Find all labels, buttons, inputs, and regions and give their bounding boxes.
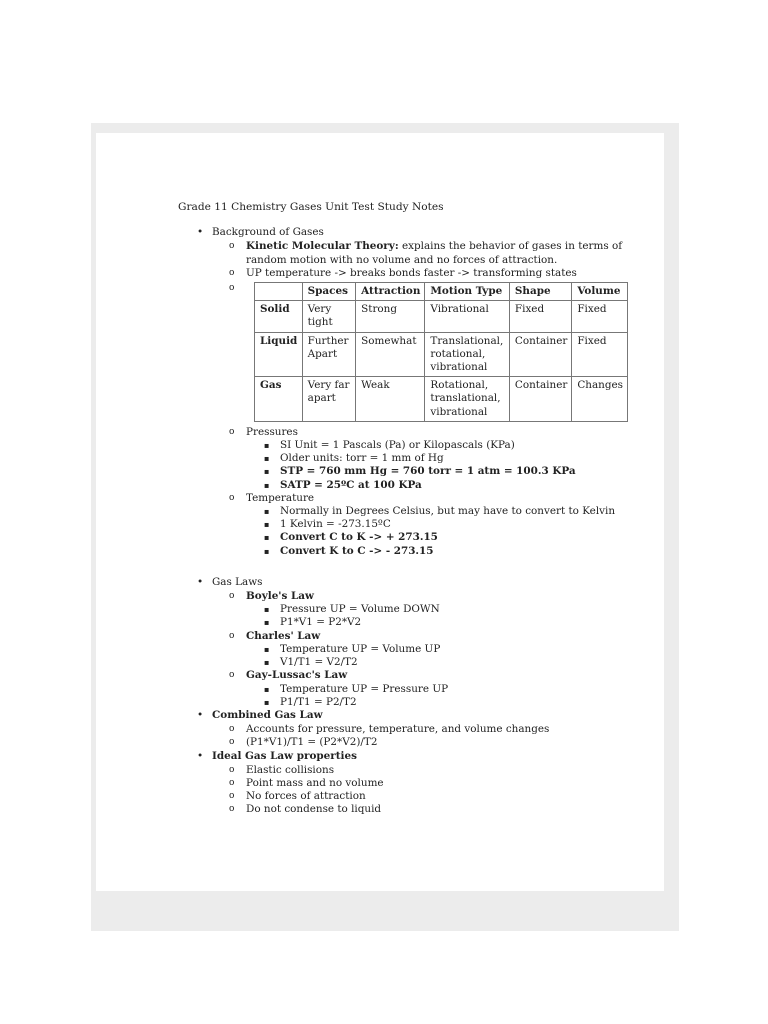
table-cell: Rotational, translational, vibrational — [425, 377, 510, 422]
square-bullet-icon: ▪ — [264, 546, 270, 556]
bullet-icon: • — [197, 749, 204, 762]
table-cell: Strong — [356, 301, 425, 332]
table-cell: Somewhat — [356, 332, 425, 377]
table-cell: Liquid — [255, 332, 303, 377]
list-item: ▪ SATP = 25ºC at 100 KPa — [264, 478, 422, 491]
law-label: Gay-Lussac's Law — [246, 669, 348, 682]
spacer — [178, 558, 628, 576]
outline-list — [178, 226, 628, 816]
list-item: ▪ Pressure UP = Volume DOWN — [264, 603, 440, 616]
circle-bullet-icon: o — [229, 492, 235, 503]
table-cell: Container — [509, 332, 571, 377]
table-cell: Very tight — [302, 301, 356, 332]
list-item: o Do not condense to liquid — [229, 803, 382, 816]
list-item-gas-laws — [178, 576, 628, 709]
list-item: ▪ P1*V1 = P2*V2 — [264, 616, 362, 629]
square-bullet-icon: ▪ — [264, 520, 270, 530]
section-label: Gas Laws — [212, 575, 263, 588]
list-item: o Elastic collisions — [229, 763, 335, 776]
list-item-kmt — [212, 240, 628, 266]
list-item: o (P1*V1)/T1 = (P2*V2)/T2 — [229, 736, 378, 749]
section-label: Background of Gases — [212, 226, 324, 239]
table-header: Attraction — [356, 283, 425, 301]
law-label: Boyle's Law — [246, 590, 314, 603]
circle-bullet-icon: o — [229, 283, 235, 294]
square-bullet-icon: ▪ — [264, 684, 270, 694]
table-cell: Translational, rotational, vibrational — [425, 332, 510, 377]
list-item: ▪ 1 Kelvin = -273.15ºC — [264, 518, 391, 531]
square-bullet-icon: ▪ — [264, 697, 270, 707]
circle-bullet-icon: o — [229, 426, 235, 437]
list-item: ▪ Normally in Degrees Celsius, but may have to convert to Kelvin — [264, 505, 616, 518]
table-cell: Weak — [356, 377, 425, 422]
list-item-temperature — [212, 492, 628, 558]
temp-note: UP temperature -> breaks bonds faster -> transforming states — [246, 266, 577, 279]
list-item: ▪ STP = 760 mm Hg = 760 torr = 1 atm = 100.3 KPa — [264, 465, 576, 478]
list-item: ▪ SI Unit = 1 Pascals (Pa) or Kilopascals (KPa) — [264, 439, 515, 452]
table-cell: Very far apart — [302, 377, 356, 422]
states-of-matter-table — [254, 282, 628, 422]
circle-bullet-icon: o — [229, 267, 235, 278]
square-bullet-icon: ▪ — [264, 454, 270, 464]
subsection-label: Pressures — [246, 425, 298, 438]
subsection-label: Temperature — [246, 491, 315, 504]
table-cell: Vibrational — [425, 301, 510, 332]
circle-bullet-icon: o — [229, 737, 235, 748]
table-cell: Fixed — [509, 301, 571, 332]
square-bullet-icon: ▪ — [264, 658, 270, 668]
table-cell: Gas — [255, 377, 303, 422]
list-item-boyle — [212, 590, 628, 630]
list-item-ideal — [178, 750, 628, 817]
table-cell: Container — [509, 377, 571, 422]
table-header: Volume — [572, 283, 628, 301]
circle-bullet-icon: o — [229, 241, 235, 252]
list-item-pressures — [212, 426, 628, 492]
square-bullet-icon: ▪ — [264, 507, 270, 517]
list-item: o Accounts for pressure, temperature, and volume changes — [229, 723, 550, 736]
square-bullet-icon: ▪ — [264, 644, 270, 654]
list-item-temp-note — [212, 267, 628, 280]
table-cell: Fixed — [572, 332, 628, 377]
table-cell: Further Apart — [302, 332, 356, 377]
section-label: Ideal Gas Law properties — [212, 749, 357, 762]
list-item-charles — [212, 630, 628, 670]
list-item: ▪ P1/T1 = P2/T2 — [264, 695, 357, 708]
bullet-icon: • — [197, 226, 204, 239]
table-cell: Changes — [572, 377, 628, 422]
section-label: Combined Gas Law — [212, 708, 323, 721]
circle-bullet-icon: o — [229, 724, 235, 735]
table-cell: Fixed — [572, 301, 628, 332]
notes-content — [178, 201, 628, 817]
list-item: ▪ Convert K to C -> - 273.15 — [264, 544, 434, 557]
list-item: o No forces of attraction — [229, 790, 366, 803]
page-title: Grade 11 Chemistry Gases Unit Test Study Notes — [178, 201, 444, 213]
bullet-icon: • — [197, 575, 204, 588]
table-header: Shape — [509, 283, 571, 301]
circle-bullet-icon: o — [229, 670, 235, 681]
law-label: Charles' Law — [246, 629, 321, 642]
list-item: ▪ Older units: torr = 1 mm of Hg — [264, 452, 444, 465]
square-bullet-icon: ▪ — [264, 467, 270, 477]
square-bullet-icon: ▪ — [264, 605, 270, 615]
circle-bullet-icon: o — [229, 591, 235, 602]
circle-bullet-icon: o — [229, 791, 235, 802]
list-item-gay-lussac — [212, 669, 628, 709]
square-bullet-icon: ▪ — [264, 533, 270, 543]
list-item-table — [212, 282, 628, 422]
table-header — [255, 283, 303, 301]
square-bullet-icon: ▪ — [264, 618, 270, 628]
table-header: Motion Type — [425, 283, 510, 301]
list-item: o Point mass and no volume — [229, 776, 384, 789]
square-bullet-icon: ▪ — [264, 441, 270, 451]
kmt-term: Kinetic Molecular Theory: — [246, 240, 399, 253]
list-item: ▪ Convert C to K -> + 273.15 — [264, 531, 438, 544]
list-item: ▪ Temperature UP = Pressure UP — [264, 682, 449, 695]
circle-bullet-icon: o — [229, 764, 235, 775]
circle-bullet-icon: o — [229, 804, 235, 815]
table-header: Spaces — [302, 283, 356, 301]
table-row — [255, 332, 628, 377]
table-cell: Solid — [255, 301, 303, 332]
list-item: ▪ V1/T1 = V2/T2 — [264, 656, 358, 669]
list-item: ▪ Temperature UP = Volume UP — [264, 642, 441, 655]
list-item-background — [178, 226, 628, 558]
bullet-icon: • — [197, 708, 204, 721]
circle-bullet-icon: o — [229, 777, 235, 788]
table-row — [255, 377, 628, 422]
kmt-text: explains the behavior of gases in terms of random motion with no volume and no forces of attraction. — [246, 240, 623, 266]
table-row — [255, 301, 628, 332]
square-bullet-icon: ▪ — [264, 480, 270, 490]
circle-bullet-icon: o — [229, 630, 235, 641]
list-item-combined — [178, 709, 628, 750]
